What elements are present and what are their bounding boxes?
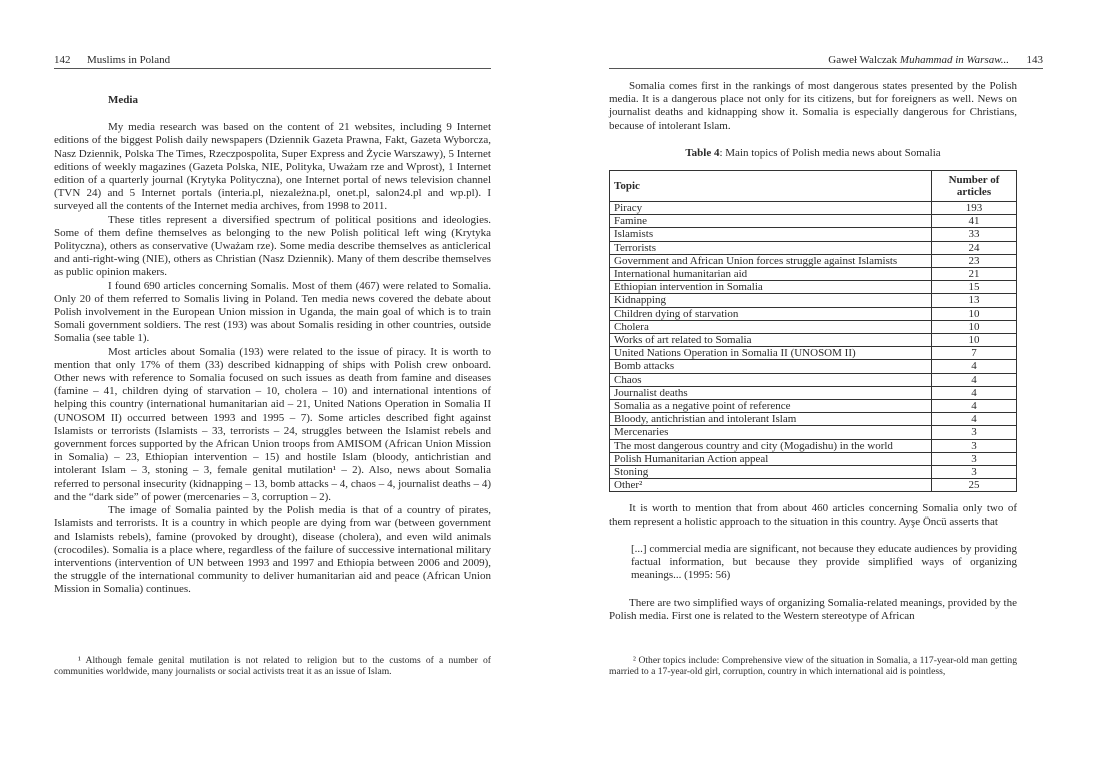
right-body <box>609 80 1017 623</box>
paragraph: Most articles about Somalia (193) were related to the issue of piracy. It is worth to mention that only 17% of them (33) described kidnapping of ships with Polish crew onboard. Other news with reference to Somalia focused on such issues as death from famine and diseases (famine – 41, children dying of starvation – 10, cholera – 10) and international intentions of helping this country (international humanitarian aid – 21, United Nations Operation in Somalia II (UNOSOM II) occurred between 1993 and 1995 – 7). Some articles described fight against Islamists or terrorists (Islamists – 33, terrorists – 24, struggles between the Islamist rebels and government forces supported by the African Union troops from AMISOM (African Union Mission in Somalia) – 23, Ethiopian intervention – 15) and hostile Islam (bloody, antichristian and intolerant Islam – 3, stoning – 3, female genital mutilation¹ – 2). Also, news about Somalia referred to personal insecurity (kidnapping – 13, bomb attacks – 4, chaos – 4, journalist deaths – 4) and the “dark side” of power (mercenaries – 3, corruption – 2). <box>54 345 491 503</box>
count-cell: 3 <box>932 452 1017 465</box>
topic-cell: Somalia as a negative point of reference <box>610 400 932 413</box>
count-cell: 4 <box>932 400 1017 413</box>
count-cell: 25 <box>932 479 1017 492</box>
table-header-count: Number of articles <box>932 171 1017 202</box>
table-caption-text: : Main topics of Polish media news about Somalia <box>719 146 941 159</box>
table-caption-label: Table 4 <box>685 146 720 159</box>
right-page <box>609 0 1043 781</box>
count-cell: 24 <box>932 241 1017 254</box>
paragraph: My media research was based on the content of 21 websites, including 9 Internet editions of the biggest Polish daily newspapers (Dziennik Gazeta Prawna, Fakt, Gazeta Wyborcza, Nasz Dziennik, Polska The Times, Rzeczpospolita, Super Express and Życie Warszawy), 5 Internet editions of weekly magazines (Gazeta Polska, NIE, Polityka, Uważam rze and Wprost), 1 Internet edition of a quarterly journal (Krytyka Polityczna), one Internet portal of news television channel (TVN 24) and 5 Internet portals (interia.pl, niezależna.pl, onet.pl, salon24.pl and wp.pl). I surveyed all the contents of the Internet media archives, from 1998 to 2011. <box>54 121 491 213</box>
running-book-title: Muhammad in Warsaw... <box>899 54 1009 66</box>
topic-cell: Bomb attacks <box>610 360 932 373</box>
count-cell: 3 <box>932 426 1017 439</box>
table-row <box>610 426 1017 439</box>
left-footnote <box>54 655 491 678</box>
topic-cell: Children dying of starvation <box>610 307 932 320</box>
topic-cell: Mercenaries <box>610 426 932 439</box>
count-cell: 21 <box>932 268 1017 281</box>
topic-cell: Terrorists <box>610 241 932 254</box>
left-running-title: Muslims in Poland <box>87 54 171 66</box>
paragraph: There are two simplified ways of organizing Somalia-related meanings, provided by the Polish media. First one is related to the Western stereotype of African <box>609 596 1017 622</box>
table-header-row <box>610 171 1017 202</box>
footnote-text: ² Other topics include: Comprehensive view of the situation in Somalia, a 117-year-old man getting married to a 17-year-old girl, corruption, country in which international aid is pointless, <box>609 655 1017 678</box>
table-row <box>610 254 1017 267</box>
table-row <box>610 360 1017 373</box>
topic-cell: Famine <box>610 215 932 228</box>
table-row <box>610 320 1017 333</box>
topics-table <box>609 170 1017 492</box>
table-caption <box>609 147 1017 160</box>
count-cell: 193 <box>932 202 1017 215</box>
count-cell: 15 <box>932 281 1017 294</box>
count-cell: 4 <box>932 386 1017 399</box>
topic-cell: Ethiopian intervention in Somalia <box>610 281 932 294</box>
table-header-topic: Topic <box>610 171 932 202</box>
table-row <box>610 268 1017 281</box>
block-quote: [...] commercial media are significant, not because they educate audiences by providing factual information, but because they provide simplified ways of organizing meanings... (1995: 56) <box>631 542 1017 582</box>
table-row <box>610 307 1017 320</box>
topic-cell: Journalist deaths <box>610 386 932 399</box>
section-heading: Media <box>108 94 138 106</box>
topic-cell: Kidnapping <box>610 294 932 307</box>
topic-cell: Bloody, antichristian and intolerant Islam <box>610 413 932 426</box>
topic-cell: Piracy <box>610 202 932 215</box>
table-row <box>610 400 1017 413</box>
paragraph: The image of Somalia painted by the Polish media is that of a country of pirates, Islamists and terrorists. It is a country in which people are dying from war (between government and Islamists rebels), famine (provoked by drought), disease (cholera), and even wild animals (crocodiles). Somalia is a place where, regardless of the failure of successive international military interventions (intervention of UN between 1993 and 1997 and Ethiopia between 2006 and 2009), the struggle of the international community to deliver humanitarian aid and peace (African Union Mission in Somalia) continues. <box>54 504 491 596</box>
right-running-title <box>828 53 1009 67</box>
table-row <box>610 386 1017 399</box>
count-cell: 10 <box>932 320 1017 333</box>
left-page <box>54 0 491 781</box>
paragraph: It is worth to mention that from about 460 articles concerning Somalia only two of them represent a holistic approach to the situation in this country. Ayşe Öncü asserts that <box>609 502 1017 528</box>
paragraph: Somalia comes first in the rankings of most dangerous states presented by the Polish media. It is a dangerous place not only for its citizens, but for foreigners as well. News on journalist deaths and kidnapping show it. Somalia is especially dangerous for Christians, because of intolerant Islam. <box>609 80 1017 132</box>
count-cell: 23 <box>932 254 1017 267</box>
topic-cell: Islamists <box>610 228 932 241</box>
count-cell: 3 <box>932 466 1017 479</box>
table-body <box>610 202 1017 492</box>
table-row <box>610 281 1017 294</box>
table-row <box>610 334 1017 347</box>
table-row <box>610 215 1017 228</box>
topic-cell: Other² <box>610 479 932 492</box>
count-cell: 33 <box>932 228 1017 241</box>
topic-cell: Government and African Union forces struggle against Islamists <box>610 254 932 267</box>
topic-cell: International humanitarian aid <box>610 268 932 281</box>
right-footnote <box>609 655 1017 678</box>
table-row <box>610 228 1017 241</box>
table-row <box>610 452 1017 465</box>
count-cell: 4 <box>932 373 1017 386</box>
left-body <box>54 90 491 597</box>
right-page-number: 143 <box>1026 54 1043 66</box>
count-cell: 4 <box>932 360 1017 373</box>
table-row <box>610 413 1017 426</box>
topic-cell: Polish Humanitarian Action appeal <box>610 452 932 465</box>
paragraph: These titles represent a diversified spectrum of political positions and ideologies. Some of them define themselves as belonging to the new Polish political left wing (Krytyka Polityczna), others as conservative (Uważam rze). Some media describe themselves as anticlerical and anti-right-wing (NIE), others as Christian (Nasz Dziennik). Many of them describe themselves as public opinion makers. <box>54 213 491 279</box>
table-row <box>610 439 1017 452</box>
running-author: Gaweł Walczak <box>828 54 898 66</box>
left-page-number: 142 <box>54 54 71 66</box>
count-cell: 4 <box>932 413 1017 426</box>
topic-cell: Stoning <box>610 466 932 479</box>
topic-cell: Cholera <box>610 320 932 333</box>
count-cell: 13 <box>932 294 1017 307</box>
topic-cell: Chaos <box>610 373 932 386</box>
topic-cell: United Nations Operation in Somalia II (UNOSOM II) <box>610 347 932 360</box>
right-running-head <box>609 52 1043 69</box>
table-row <box>610 294 1017 307</box>
topic-cell: The most dangerous country and city (Mogadishu) in the world <box>610 439 932 452</box>
footnote-text: ¹ Although female genital mutilation is not related to religion but to the customs of a number of communities worldwide, many journalists or social activists treat it as an issue of Islam. <box>54 655 491 678</box>
count-cell: 3 <box>932 439 1017 452</box>
count-cell: 7 <box>932 347 1017 360</box>
left-running-head <box>54 52 491 69</box>
count-cell: 41 <box>932 215 1017 228</box>
table-row <box>610 202 1017 215</box>
table-row <box>610 373 1017 386</box>
table-row <box>610 347 1017 360</box>
table-row <box>610 241 1017 254</box>
table-row <box>610 466 1017 479</box>
count-cell: 10 <box>932 307 1017 320</box>
count-cell: 10 <box>932 334 1017 347</box>
table-row <box>610 479 1017 492</box>
paragraph: I found 690 articles concerning Somalis. Most of them (467) were related to Somalia. Only 20 of them referred to Somalis living in Poland. Ten media news covered the debate about Polish involvement in the European Union mission in Uganda, the main goal of which is to train Somali government soldiers. The rest (193) was about Somalis residing in other countries, outside Somalia (see table 1). <box>54 279 491 345</box>
topic-cell: Works of art related to Somalia <box>610 334 932 347</box>
